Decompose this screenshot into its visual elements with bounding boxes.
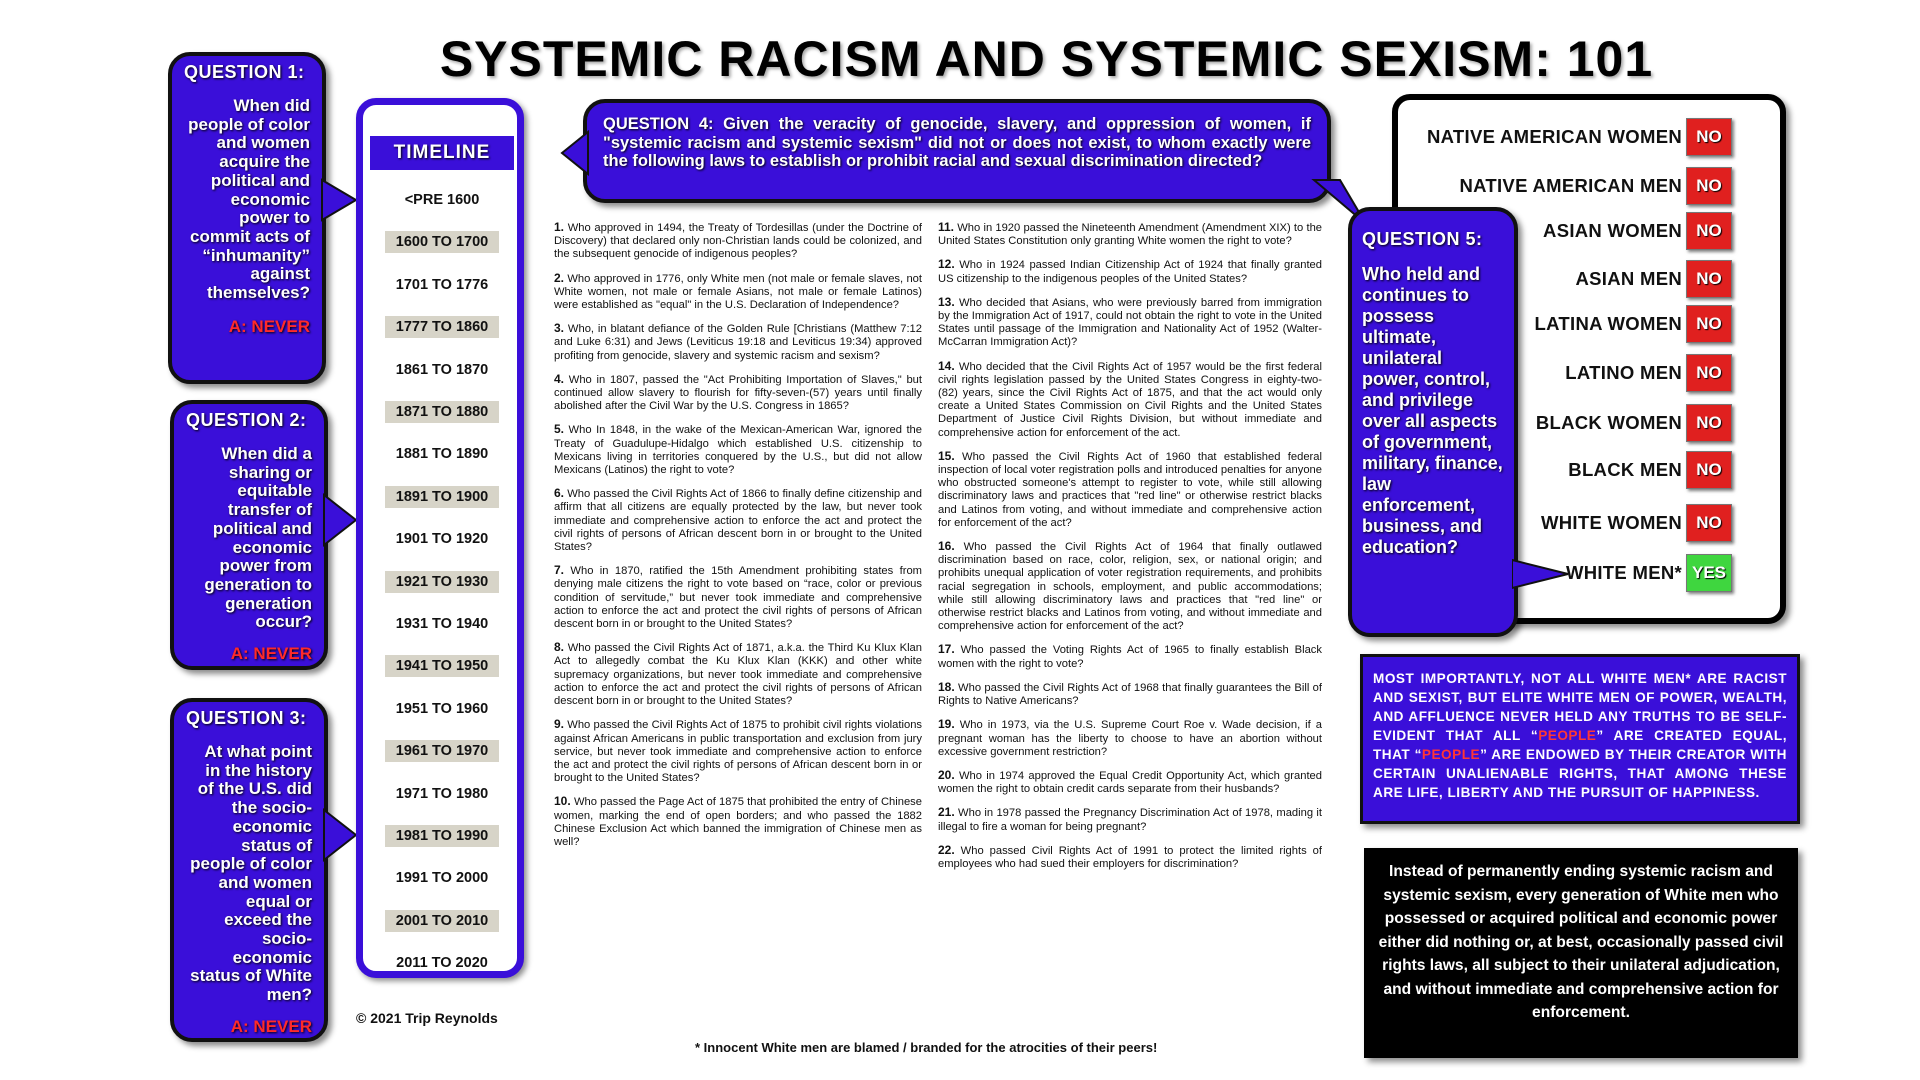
law-text: Who in 1978 passed the Pregnancy Discrimination Act of 1978, mading it illegal to fire a woman for being pregnant? [938, 807, 1323, 833]
answer-label: WHITE MEN* [1565, 562, 1682, 583]
law-question [938, 769, 1322, 796]
note-people-2: PEOPLE [1421, 747, 1481, 762]
law-question [554, 487, 922, 554]
answer-badge: NO [1686, 212, 1732, 250]
answer-badge: YES [1686, 554, 1732, 592]
question-1-answer: A: NEVER [228, 316, 310, 336]
timeline-item: 1941 TO 1950 [385, 655, 499, 677]
question-pointers [320, 160, 360, 1020]
laws-column-right [938, 221, 1322, 881]
law-text: Who decided that the Civil Rights Act of 1957 would be the first federal civil rights legislation passed by the United States Congress in eighty-two-(82) years, since the Civil Rights Act of 1875, and that the act would only create a United States Commission on Civil Rights and the United States Department of Justice Civil Rights Division, but without immediate and comprehensive action for enforcement of the act. [938, 360, 1322, 439]
timeline-item: <PRE 1600 [404, 192, 480, 208]
timeline-item: 2011 TO 2020 [396, 955, 488, 972]
law-number: 3. [554, 321, 565, 336]
question-2-answer: A: NEVER [230, 644, 312, 664]
law-number: 6. [554, 486, 565, 501]
answer-row [1392, 167, 1772, 205]
question-1-text: When did people of color and women acquire the political and economic power to commit acts of “inhumanity” against themselves? [188, 96, 310, 303]
law-question [938, 221, 1322, 248]
law-question [938, 540, 1322, 633]
law-text: Who passed the Civil Rights Act of 1875 to prohibit civil rights violations against African Americans in public transportation and exclusion from jury service, but never took immediate and comprehensive action to enforce the act and protect the civil rights of persons of African descent born in or brought to the United States? [554, 719, 923, 785]
law-question [554, 373, 922, 414]
answer-row [1392, 118, 1772, 156]
question-3-answer: A: NEVER [230, 1016, 312, 1036]
law-number: 9. [554, 717, 565, 732]
law-text: Who approved in 1494, the Treaty of Tordesillas (under the Doctrine of Discovery) that declared only non-Christian lands could be colonized, and the subsequent genocide of indigenous peoples? [554, 222, 923, 261]
law-question [554, 641, 922, 708]
answer-label: ASIAN MEN [1575, 268, 1682, 289]
question-1-box [168, 52, 326, 384]
law-number: 10. [554, 794, 571, 809]
timeline-item: 1881 TO 1890 [395, 446, 489, 463]
law-text: Who in 1807, passed the "Act Prohibiting Importation of Slaves," but continued allow slavery to flourish for fifty-seven-(57) years until finally abolished after the Civil War by the U.S. Congress in 1865? [554, 373, 923, 413]
answer-label: LATINO MEN [1565, 362, 1682, 383]
question-5-text: Who held and continues to possess ultimate, unilateral power, control, and privilege over all aspects of government, military, finance, law enforcement, business, and education? [1362, 264, 1503, 557]
law-number: 17. [938, 642, 955, 657]
answer-label: BLACK MEN [1568, 459, 1682, 480]
answer-badge: NO [1686, 354, 1732, 392]
timeline-item: 1600 TO 1700 [385, 231, 499, 253]
law-question [938, 681, 1322, 708]
timeline-item: 1861 TO 1870 [395, 361, 489, 378]
law-question [554, 221, 922, 262]
law-number: 5. [554, 422, 565, 437]
note-part-2: ” ARE CREATED EQUAL, THAT “ [1373, 728, 1788, 762]
question-3-text: At what point in the history of the U.S. did the socio-economic status of people of color and women equal or exceed the socio-economic status of White men? [190, 742, 312, 1005]
law-question [554, 423, 922, 477]
timeline-item: 1991 TO 2000 [395, 870, 489, 887]
law-text: Who, in blatant defiance of the Golden Rule [Christians (Matthew 7:12 and Luke 6:31) and Jews (Leviticus 19:18 and Leviticus 19:34) approved profiting from genocide, slavery and systemic racism and sexism? [554, 323, 923, 362]
answer-badge: NO [1686, 305, 1732, 343]
answer-badge: NO [1686, 404, 1732, 442]
timeline-item: 1777 TO 1860 [385, 316, 499, 338]
law-text: Who passed the Page Act of 1875 that prohibited the entry of Chinese women, marking the end of open borders; and who passed the 1882 Chinese Exclusion Act which banned the immigration of Chinese men as well? [554, 796, 923, 848]
answer-badge: NO [1686, 260, 1732, 298]
law-question [938, 718, 1322, 759]
question-3-box [170, 698, 328, 1042]
page-title: SYSTEMIC RACISM AND SYSTEMIC SEXISM: 101 [439, 31, 1654, 87]
law-number: 15. [938, 448, 955, 463]
law-number: 20. [938, 767, 955, 782]
question-5-pointer [1512, 556, 1572, 592]
answer-badge: NO [1686, 504, 1732, 542]
timeline-item: 2001 TO 2010 [385, 910, 499, 932]
law-text: Who in 1920 passed the Nineteenth Amendment (Amendment XIX) to the United States Constitution only granting White women the right to vote? [938, 222, 1323, 248]
question-2-text: When did a sharing or equitable transfer of political and economic power from generation to generation occur? [204, 444, 312, 632]
law-number: 19. [938, 717, 955, 732]
law-question [938, 844, 1322, 871]
law-question [938, 450, 1322, 530]
law-text: Who passed the Civil Rights Act of 1960 that established federal inspection of local voter registration polls and introduced penalties for anyone who obstructed someone's attempt to register to vote, while still allowing discriminatory laws and practices that "red line" or otherwise restrict blacks and Latinos from voting, and without immediate and comprehensive action for enforcement of the act? [938, 450, 1322, 529]
law-text: Who passed the Voting Rights Act of 1965 to finally establish Black women with the right to vote? [938, 644, 1322, 670]
law-text: Who in 1870, ratified the 15th Amendment prohibiting states from denying male citizens the right to vote based on “race, color or previous condition of servitude,” but never took immediate and comprehensive action to enforce the act and protect the civil rights of persons of African descent born in or brought to the United States? [554, 565, 922, 631]
timeline-item: 1871 TO 1880 [385, 401, 499, 423]
law-question [938, 258, 1322, 285]
answer-label: ASIAN WOMEN [1543, 220, 1682, 241]
question-5-box [1348, 207, 1518, 637]
answer-label: NATIVE AMERICAN WOMEN [1426, 126, 1682, 147]
timeline-item: 1921 TO 1930 [385, 571, 499, 593]
law-number: 12. [938, 257, 955, 272]
summary-note: Instead of permanently ending systemic racism and systemic sexism, every generation of White men who possessed or acquired political and economic power either did nothing or, at best, occasionally passed civil rights laws, all subject to their unilateral adjudication, and without immediate and comprehensive action for enforcement. [1364, 848, 1798, 1058]
answer-label: NATIVE AMERICAN MEN [1459, 175, 1682, 196]
copyright: © 2021 Trip Reynolds [356, 1010, 498, 1026]
question-4-text: QUESTION 4: Given the veracity of genocide, slavery, and oppression of women, if "systemic racism and systemic sexism" did not or does not exist, to whom exactly were the following laws to establish or prohibit racial and sexual discrimination directed? [603, 115, 1311, 170]
law-number: 18. [938, 679, 955, 694]
law-number: 22. [938, 842, 955, 857]
law-text: Who approved in 1776, only White men (not male or female slaves, not White women, not male or female Asians, not male or female Latinos) were established as "equal" in the U.S. Declaration of Independence? [554, 272, 923, 312]
law-number: 4. [554, 371, 565, 386]
timeline-item: 1951 TO 1960 [395, 700, 489, 717]
law-text: Who decided that Asians, who were previously barred from immigration by the Immigration Act of 1917, could not obtain the right to vote in the United States until passage of the Immigration and Nationality Act of 1952 (Walter-McCarran Immigration Act)? [938, 296, 1322, 349]
answer-label: LATINA WOMEN [1534, 313, 1682, 334]
law-number: 8. [554, 640, 565, 655]
law-number: 1. [554, 220, 565, 234]
law-number: 2. [554, 270, 565, 285]
law-question [554, 564, 922, 631]
law-number: 7. [554, 563, 565, 578]
law-number: 13. [938, 294, 955, 309]
footnote: * Innocent White men are blamed / branded for the atrocities of their peers! [695, 1040, 1158, 1055]
law-text: Who in 1973, via the U.S. Supreme Court Roe v. Wade decision, if a pregnant woman has the liberty to choose to have an abortion without excessive government restriction? [938, 719, 1323, 758]
question-4-box [583, 99, 1331, 203]
timeline-item: 1901 TO 1920 [395, 531, 489, 548]
answer-badge: NO [1686, 167, 1732, 205]
law-question [938, 360, 1322, 440]
law-number: 16. [938, 539, 955, 554]
answer-label: BLACK WOMEN [1535, 412, 1682, 433]
note-part-3: ” ARE ENDOWED BY THEIR CREATOR WITH CERTAIN UNALIENABLE RIGHTS, THAT AMONG THESE ARE LIFE, LIBERTY AND THE PURSUIT OF HAPPINESS. [1373, 747, 1787, 800]
timeline-item: 1701 TO 1776 [395, 276, 489, 293]
question-2-heading: QUESTION 2: [186, 410, 307, 430]
law-text: Who passed the Civil Rights Act of 1968 that finally guarantees the Bill of Rights to Native Americans? [938, 681, 1322, 708]
law-number: 21. [938, 805, 955, 820]
laws-column-left [554, 221, 922, 859]
question-2-box [170, 400, 328, 670]
law-question [554, 795, 922, 849]
question-1-heading: QUESTION 1: [184, 62, 305, 82]
timeline-item: 1891 TO 1900 [385, 486, 499, 508]
timeline-item: 1961 TO 1970 [385, 740, 499, 762]
law-text: Who passed Civil Rights Act of 1991 to protect the limited rights of employees who had sued their employers for discrimination? [938, 844, 1322, 870]
law-question [554, 718, 922, 785]
question-3-heading: QUESTION 3: [186, 708, 307, 728]
note-part-1: MOST IMPORTANTLY, NOT ALL WHITE MEN* ARE RACIST AND SEXIST, BUT ELITE WHITE MEN OF POWER, WEALTH, AND AFFLUENCE NEVER HELD ANY TRUTHS TO BE SELF-EVIDENT THAT ALL “ [1373, 671, 1787, 743]
answer-badge: NO [1686, 118, 1732, 156]
timeline-item: 1971 TO 1980 [395, 785, 489, 802]
question-5-heading: QUESTION 5: [1362, 229, 1483, 249]
important-note [1360, 654, 1800, 824]
law-text: Who in 1974 approved the Equal Credit Opportunity Act, which granted women the right to obtain credit cards separate from their husbands? [938, 769, 1323, 796]
timeline-heading: TIMELINE [370, 136, 514, 170]
law-number: 14. [938, 358, 955, 373]
law-question [938, 296, 1322, 350]
law-text: Who passed the Civil Rights Act of 1866 to finally define citizenship and affirm that all citizens are equally protected by the law, but never took immediate and comprehensive action to enforce the act and protect the civil rights of persons of African descent born in or brought to the United States? [554, 488, 922, 554]
answer-badge: NO [1686, 451, 1732, 489]
law-text: Who In 1848, in the wake of the Mexican-American War, ignored the Treaty of Guadulupe-Hidalgo which established U.S. citizenship to Mexicans living in territories conquered by the U.S., but did not allow Mexicans (Latinos) the right to vote? [554, 424, 922, 477]
law-question [554, 272, 922, 313]
answer-label: WHITE WOMEN [1540, 512, 1682, 533]
law-text: Who passed the Civil Rights Act of 1964 that finally outlawed discrimination based on race, color, religion, sex, or national origin; and prohibits unequal application of voter registration requirements, and prohibits racial segregation in schools, employment, and public accommodations; while still allowing discriminatory laws and practices that "red line" or otherwise restrict blacks and Latinos from voting, and without immediate and comprehensive action for enforcement of the act? [938, 541, 1322, 633]
note-people-1: PEOPLE [1538, 728, 1597, 743]
law-number: 11. [938, 220, 955, 234]
question-4-pointer [560, 128, 590, 178]
timeline-item: 1931 TO 1940 [395, 616, 489, 632]
law-question [554, 322, 922, 363]
law-question [938, 806, 1322, 833]
law-text: Who in 1924 passed Indian Citizenship Act of 1924 that finally granted US citizenship to the indigenous peoples of the United States? [938, 259, 1322, 285]
law-text: Who passed the Civil Rights Act of 1871, a.k.a. the Third Ku Klux Klan Act to allegedly combat the Ku Klux Klan (KKK) and other white supremacy organizations, but never took immediate and comprehensive action to enforce the act and protect the civil rights of persons of African descent born in or brought to the United States? [554, 642, 922, 708]
timeline-item: 1981 TO 1990 [385, 825, 499, 847]
law-question [938, 643, 1322, 670]
